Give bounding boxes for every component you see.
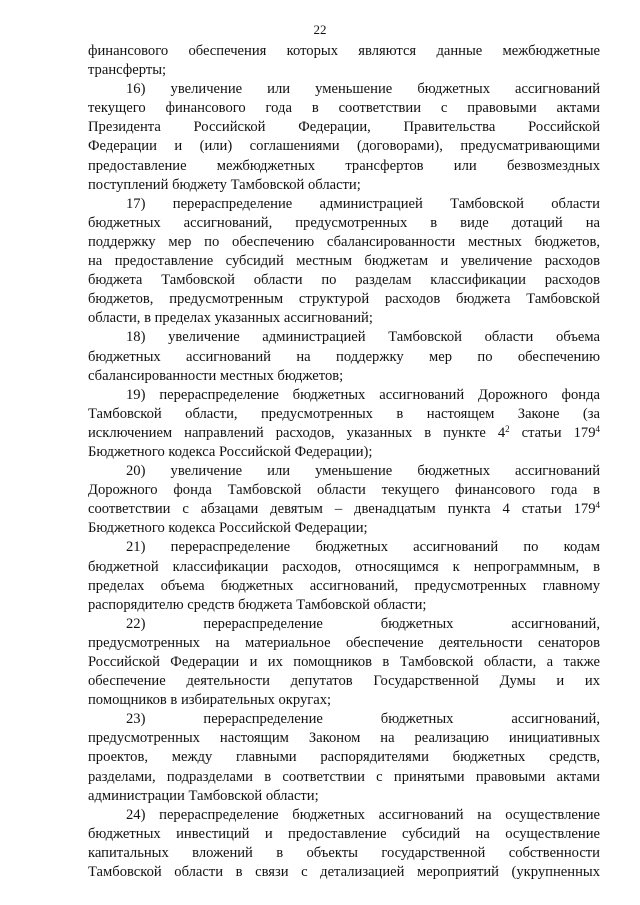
superscript: 2 xyxy=(505,423,510,434)
text-line-content: трансферты; xyxy=(88,62,167,79)
text-line-content: 19) перераспределение бюджетных ассигнований Дорожного фонда xyxy=(126,386,600,403)
page-number: 22 xyxy=(313,22,327,37)
text-line xyxy=(88,405,600,424)
text-line-continuation: статьи 179 xyxy=(509,424,596,441)
text-line xyxy=(88,233,600,252)
text-line-content: обеспечение деятельности депутатов Государственной Думы и их xyxy=(88,673,600,690)
text-line xyxy=(88,252,600,271)
text-line xyxy=(88,157,600,176)
text-line xyxy=(88,596,600,615)
text-line-content: разделами, подразделами в соответствии с принятыми правовыми актами xyxy=(88,768,600,785)
text-line-content: 17) перераспределение администрацией Тамбовской области xyxy=(126,195,600,212)
text-line-content: области, в пределах указанных ассигнований; xyxy=(88,310,373,327)
text-line xyxy=(88,691,600,710)
text-line-content: капитальных вложений в объекты государственной собственности xyxy=(88,844,600,861)
text-line xyxy=(88,386,600,405)
text-line xyxy=(88,42,600,61)
text-line xyxy=(88,176,600,195)
text-line-content: Российской Федерации и их помощников в Тамбовской области, а также xyxy=(88,654,600,670)
text-line xyxy=(88,214,600,233)
text-line xyxy=(88,80,600,99)
text-line xyxy=(88,443,600,462)
text-line-content: на предоставление субсидий местным бюджетам и увеличение расходов xyxy=(88,253,600,270)
text-line xyxy=(88,290,600,309)
text-line-content: Президента Российской Федерации, Правительства Российской xyxy=(88,119,600,136)
text-line xyxy=(88,61,600,80)
text-line-content: бюджетов, предусмотренным структурой расходов бюджета Тамбовской xyxy=(88,291,600,308)
text-line-content: пределах объема бюджетных ассигнований, предусмотренных главному xyxy=(88,577,600,594)
text-line-content: 24) перераспределение бюджетных ассигнований на осуществление xyxy=(126,806,600,823)
text-line-content: исключением направлений расходов, указанных в пункте 4 xyxy=(88,424,506,441)
text-line-content: соответствии с абзацами девятым – двенадцатым пункта 4 статьи 179 xyxy=(88,501,596,518)
text-line-content: администрации Тамбовской области; xyxy=(88,787,319,804)
text-line xyxy=(88,481,600,500)
text-line xyxy=(88,768,600,787)
text-line-content: 21) перераспределение бюджетных ассигнований по кодам xyxy=(126,539,600,556)
text-line-content: 22) перераспределение бюджетных ассигнований, xyxy=(126,615,600,632)
text-line-content: Бюджетного кодекса Российской Федерации); xyxy=(88,443,373,460)
text-line xyxy=(88,825,600,844)
text-line xyxy=(88,328,600,347)
body-text xyxy=(88,42,600,882)
text-line-content: бюджета Тамбовской области по разделам классификации расходов xyxy=(88,272,600,289)
text-line-content: Тамбовской области в связи с детализацией мероприятий (укрупненных xyxy=(88,864,600,881)
text-line-content: Тамбовской области, предусмотренных в настоящем Законе (за xyxy=(88,405,600,422)
text-line xyxy=(88,137,600,156)
text-line xyxy=(88,653,600,672)
text-line xyxy=(88,787,600,806)
text-line-content: предусмотренных настоящим Законом на реализацию инициативных xyxy=(88,730,600,747)
text-line xyxy=(88,672,600,691)
text-line-content: Федерации и (или) соглашениями (договорами), предусматривающими xyxy=(88,138,600,155)
text-line xyxy=(88,118,600,137)
superscript: 4 xyxy=(595,423,600,434)
text-line-content: Дорожного фонда Тамбовской области текущего финансового года в xyxy=(88,482,600,499)
text-line xyxy=(88,271,600,290)
text-line-content: проектов, между главными распорядителями бюджетных средств, xyxy=(88,749,600,766)
text-line xyxy=(88,577,600,596)
text-line-content: распорядителю средств бюджета Тамбовской области; xyxy=(88,596,427,613)
text-line xyxy=(88,367,600,386)
text-line xyxy=(88,309,600,328)
text-line-content: Бюджетного кодекса Российской Федерации; xyxy=(88,520,368,537)
text-line xyxy=(88,538,600,557)
text-line xyxy=(88,710,600,729)
text-line xyxy=(88,615,600,634)
text-line xyxy=(88,558,600,577)
text-line xyxy=(88,863,600,882)
text-line xyxy=(88,500,600,519)
text-line-content: бюджетных инвестиций и предоставление субсидий на осуществление xyxy=(88,825,600,842)
superscript: 4 xyxy=(595,500,600,511)
text-line xyxy=(88,195,600,214)
text-line-content: поддержку мер по обеспечению сбалансированности местных бюджетов, xyxy=(88,233,600,250)
text-line-content: помощников в избирательных округах; xyxy=(88,692,332,709)
text-line-content: сбалансированности местных бюджетов; xyxy=(88,367,344,384)
text-line xyxy=(88,462,600,481)
text-line-content: предоставление межбюджетных трансфертов или безвозмездных xyxy=(88,157,600,174)
text-line xyxy=(88,634,600,653)
text-line-content: финансового обеспечения которых являются данные межбюджетные xyxy=(88,43,600,59)
text-line xyxy=(88,844,600,863)
text-line xyxy=(88,424,600,443)
text-line-content: 18) увеличение администрацией Тамбовской области объема xyxy=(126,329,600,346)
text-line-content: бюджетных ассигнований на поддержку мер по обеспечению xyxy=(88,348,600,365)
text-line-content: бюджетной классификации расходов, относящимся к непрограммным, в xyxy=(88,558,600,575)
text-line xyxy=(88,99,600,118)
text-line-content: поступлений бюджету Тамбовской области; xyxy=(88,176,361,193)
text-line-content: 23) перераспределение бюджетных ассигнований, xyxy=(126,711,600,728)
text-line xyxy=(88,519,600,538)
text-line xyxy=(88,806,600,825)
text-line-content: текущего финансового года в соответствии с правовыми актами xyxy=(88,100,600,117)
text-line-content: предусмотренных на материальное обеспечение деятельности сенаторов xyxy=(88,634,600,651)
text-line-content: 16) увеличение или уменьшение бюджетных ассигнований xyxy=(126,81,600,98)
text-line xyxy=(88,748,600,767)
text-line-content: бюджетных ассигнований, предусмотренных в виде дотаций на xyxy=(88,214,600,231)
text-line xyxy=(88,348,600,367)
text-line-content: 20) увеличение или уменьшение бюджетных ассигнований xyxy=(126,463,600,480)
text-line xyxy=(88,729,600,748)
